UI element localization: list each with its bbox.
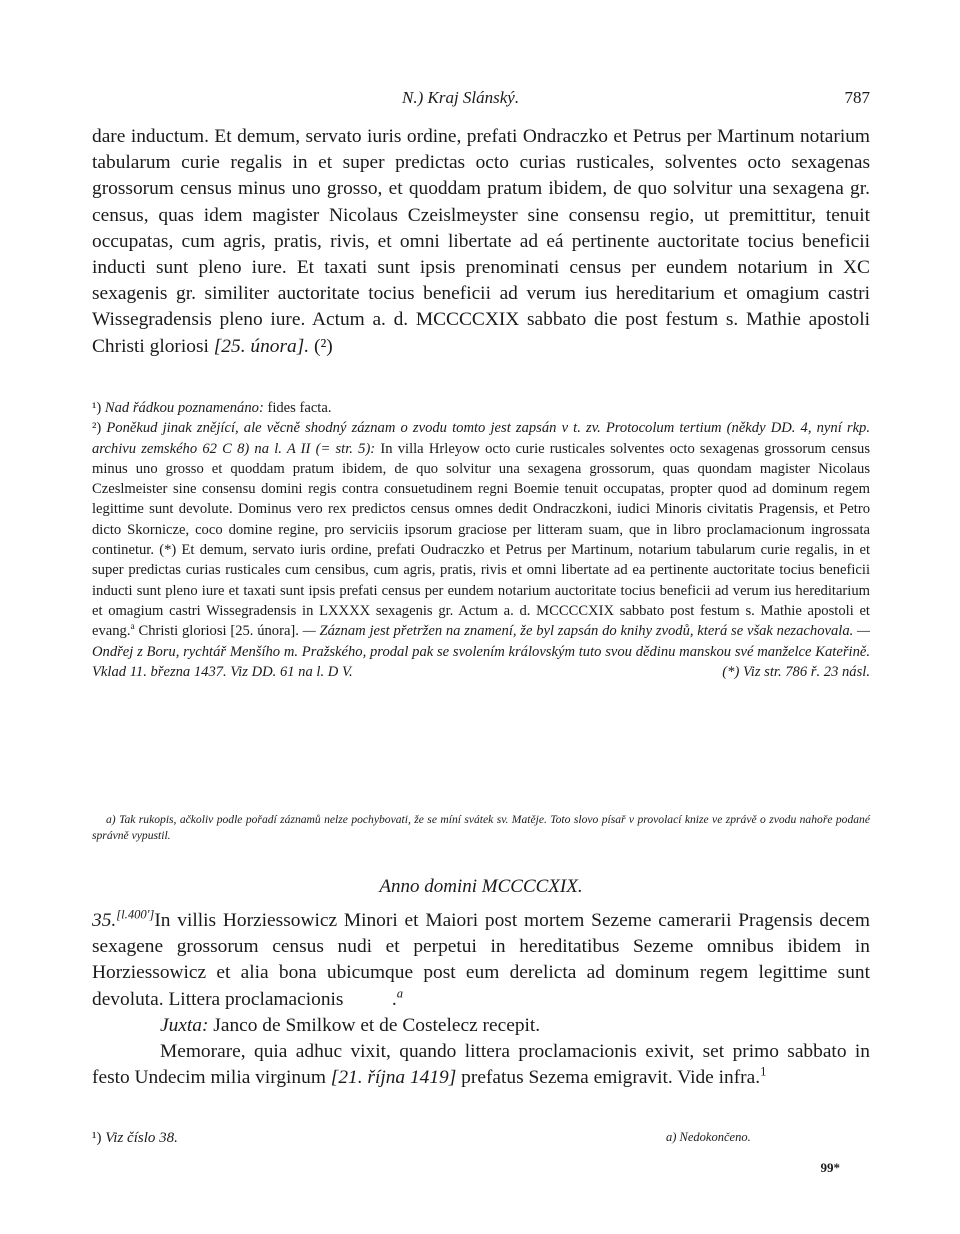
- main-date: [25. února].: [213, 335, 310, 357]
- printer-signature: 99*: [820, 1160, 840, 1175]
- main-text: dare inductum. Et demum, servato iuris ordine, prefati Ondraczko et Petrus per Martinum notarium tabularum curie regalis in et super predictas octo curias rusticales, solventes octo sexagenas grossorum census minus uno grosso, et quoddam pratum ibidem, de quo solvitur una sexagena gr. census, quas idem magister Nicolaus Czeislmeyster sine consensu regio, ut premittitur, tenuit occupatas, cum agris, pratis, rivis, et omni libertate ad eá pertinente auctoritate tocius beneficii inducti sunt pleno iure. Et taxati sunt ipsis prenominati census per eundem notarium in XC sexagenis gr. similiter auctoritate tocius beneficii ad verum ius hereditarium et omagium castri Wissegradensis pleno iure. Actum a. d. MCCCCXIX sabbato die post festum s. Mathie apostoli Christi gloriosi: [92, 126, 870, 357]
- footnote-1: [92, 398, 870, 418]
- entry-folio: [l.400']: [116, 907, 155, 922]
- subfootnote-block: [92, 812, 870, 844]
- footnote-2-latin-end: Christi gloriosi [25. února].: [134, 623, 299, 640]
- main-footnote-ref: (²): [313, 335, 333, 357]
- page-header: [92, 88, 870, 112]
- footnote-2-star-ref: (*) Viz str. 786 ř. 23 násl.: [722, 663, 870, 680]
- footnote-1-italic: Nad řádkou poznamenáno:: [104, 400, 264, 416]
- footnote-2-latin-mark: a: [130, 622, 135, 633]
- entry-paragraph-3: [92, 1039, 870, 1091]
- subfootnote-a: [92, 812, 870, 844]
- subfootnote-text: Tak rukopis, ačkoliv podle pořadí záznamů nelze pochybovati, že se míní svátek sv. Matěje. Toto slovo písař v provolací knize ve zprávě o zvodu nahoře podané správně vypustil.: [92, 813, 870, 842]
- page-number: 787: [844, 88, 870, 107]
- section-heading: Anno domini MCCCCXIX.: [379, 876, 583, 897]
- footnote-1-mark: ¹): [92, 400, 102, 416]
- bottom-note-right: [666, 1130, 751, 1145]
- footnote-2-latin: In villa Hrleyow octo curie rusticales solventes octo sexagenas grossorum census minus uno grosso et quoddam pratum ibidem, de quo solvitur una sexagena grossorum, quas quondam magister Nicolaus Czeslmeister sine consensu domini regis contra consuetudinem regni Boemie tenuit occupatas, propter quod ad dominum regem legittime sunt devolute. Dominus vero rex predictos census omnes dedit Ondraczkoni, iudici Minoris civitatis Pragensis, et Petro dicto Skornicze, coco domine regine, pro serviciis ipsorum graciose per litteram suam, que in libro proclamacionum ingrossata continetur. (*) Et demum, servato iuris ordine, prefati Oudraczko et Petrus per Martinum, notarium tabularum curie regalis, in et super predictas curias rusticales cum censibus, cum agris, pratis, rivis et omni libertate ad ea pertinente auctoritate tocius beneficii inducti sunt pleno iure et taxati sunt ipsis prefati census per eundem notarium auctoritate tocius beneficii ad verum ius hereditarium et omagium castri Wissegradensis in LXXXX sexagenis gr. Actum a. d. MCCCCXIX sabbato post festum s. Mathie apostoli et evang.: [92, 440, 871, 640]
- main-paragraph: [92, 124, 870, 360]
- entry-para3-date: [21. října 1419]: [330, 1067, 457, 1089]
- entry-35: [92, 908, 870, 1091]
- footnote-2-czech-note: — Záznam jest přetržen na znamení, že byl zapsán do knihy zvodů, která se však nezachovala. — Ondřej z Boru, rychtář Menšího m. Pražského, prodal pak se svolením královským tuto svou dědinu manskou své manželce Kateřině. Vklad 11. března 1437. Viz DD. 61 na l. D V.: [92, 623, 870, 680]
- entry-para3-end: prefatus Sezema emigravit. Vide infra.: [456, 1067, 761, 1089]
- footnote-2-mark: ²): [92, 420, 102, 437]
- footnote-1-text: fides facta.: [263, 400, 332, 416]
- bottom-notes: [92, 1130, 870, 1152]
- juxta-text: Janco de Smilkow et de Costelecz recepit.: [208, 1014, 541, 1036]
- entry-number: 35.: [92, 910, 117, 931]
- bottom-note-left: [92, 1130, 178, 1147]
- entry-para3-mark: 1: [760, 1064, 767, 1079]
- main-text-block: [92, 124, 870, 360]
- entry-para1: In villis Horziessowicz Minori et Maiori post mortem Sezeme camerarii Pragensis decem sexagene grossorum census nudi et perpetui in hereditatibus Sezeme omnibus ibidem in Horziessowicz et alia bona ubicumque post eum derelicta ad dominum regem legittime sunt devoluta. Littera proclamacionis: [92, 910, 870, 1010]
- footnotes-block: [92, 398, 870, 682]
- footnote-2-intro: Poněkud jinak znějící, ale věcně shodný záznam o zvodu tomto jest zapsán v t. zv. Protocolum tertium (někdy DD. 4, nyní rkp. archivu zemského 62 C 8) na l. A II (= str. 5):: [92, 420, 870, 457]
- subfootnote-mark: a): [106, 813, 116, 826]
- bottom-note-left-text: Viz číslo 38.: [105, 1130, 178, 1146]
- bottom-note-right-mark: a): [666, 1130, 677, 1144]
- bottom-note-right-text: Nedokončeno.: [679, 1130, 751, 1144]
- running-head: N.) Kraj Slánský.: [402, 88, 520, 107]
- entry-paragraph-1: [92, 908, 870, 1013]
- entry-paragraph-2: [92, 1013, 870, 1039]
- footnote-2: [92, 418, 870, 682]
- entry-para1-mark: a: [396, 986, 404, 1001]
- juxta-label: Juxta:: [160, 1014, 209, 1036]
- bottom-note-left-mark: ¹): [92, 1130, 102, 1146]
- entry-para3: Memorare, quia adhuc vixit, quando littera proclamacionis exivit, set primo sabbato in festo Undecim milia virginum: [92, 1041, 870, 1089]
- entry-para1-gap: .: [343, 988, 397, 1010]
